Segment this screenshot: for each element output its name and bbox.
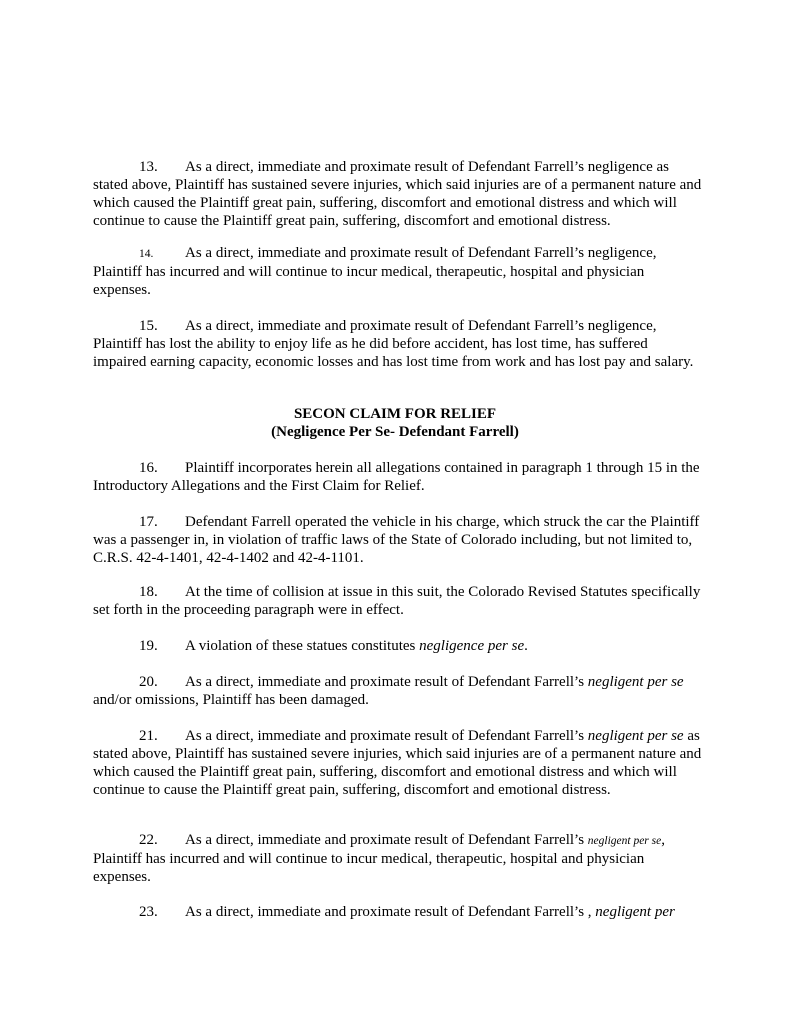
paragraph-italic: negligent per se bbox=[587, 728, 684, 744]
paragraph-number: 20. bbox=[139, 674, 158, 690]
paragraph-number: 22. bbox=[139, 832, 158, 848]
paragraph-text: Plaintiff incorporates herein all allegations contained in paragraph 1 through 15 in the Introductory Allegations and the First Claim for Relief. bbox=[93, 460, 700, 494]
paragraph-italic: negligent per se bbox=[587, 674, 684, 690]
paragraph-number: 19. bbox=[139, 638, 158, 654]
paragraph-20 bbox=[93, 673, 703, 709]
paragraph-18 bbox=[93, 583, 703, 619]
paragraph-23 bbox=[93, 903, 703, 921]
paragraph-italic: negligent per se bbox=[587, 835, 662, 847]
paragraph-text: As a direct, immediate and proximate result of Defendant Farrell’s , bbox=[185, 904, 596, 920]
section-subtitle: (Negligence Per Se- Defendant Farrell) bbox=[271, 424, 519, 440]
paragraph-text-end: , Plaintiff has incurred and will continue to incur medical, therapeutic, hospital and physician expenses. bbox=[93, 832, 665, 885]
paragraph-italic: negligent per bbox=[595, 904, 675, 920]
paragraph-17 bbox=[93, 513, 703, 567]
paragraph-number: 14. bbox=[139, 248, 154, 260]
paragraph-22 bbox=[93, 831, 703, 886]
paragraph-number: 16. bbox=[139, 460, 158, 476]
paragraph-text: At the time of collision at issue in this suit, the Colorado Revised Statutes specifically set forth in the proceeding paragraph were in effect. bbox=[93, 584, 701, 618]
paragraph-16 bbox=[93, 459, 703, 495]
paragraph-21 bbox=[93, 727, 703, 799]
paragraph-text: As a direct, immediate and proximate result of Defendant Farrell’s bbox=[185, 832, 588, 848]
paragraph-text: As a direct, immediate and proximate result of Defendant Farrell’s bbox=[185, 674, 588, 690]
paragraph-text: A violation of these statues constitutes bbox=[185, 638, 420, 654]
paragraph-number: 21. bbox=[139, 728, 158, 744]
paragraph-number: 18. bbox=[139, 584, 158, 600]
paragraph-19 bbox=[93, 637, 703, 655]
paragraph-text-end: as stated above, Plaintiff has sustained severe injuries, which said injuries are of a permanent nature and which caused the Plaintiff great pain, suffering, discomfort and emotional distress and which will continue to cause the Plaintiff great pain, suffering, discomfort and emotional distress. bbox=[93, 728, 702, 798]
paragraph-text: As a direct, immediate and proximate result of Defendant Farrell’s bbox=[185, 728, 588, 744]
paragraph-text-end: . bbox=[524, 638, 528, 654]
paragraph-text: As a direct, immediate and proximate result of Defendant Farrell’s negligence, Plaintiff has incurred and will continue to incur medical, therapeutic, hospital and physician expenses. bbox=[93, 245, 657, 298]
paragraph-13 bbox=[93, 158, 703, 230]
paragraph-text: As a direct, immediate and proximate result of Defendant Farrell’s negligence, Plaintiff has lost the ability to enjoy life as he did before accident, has lost time, has suffered impaired earning capacity, economic losses and has lost time from work and has lost pay and salary. bbox=[93, 318, 694, 370]
paragraph-15 bbox=[93, 317, 703, 371]
paragraph-text-end: and/or omissions, Plaintiff has been damaged. bbox=[93, 692, 369, 708]
paragraph-number: 23. bbox=[139, 904, 158, 920]
paragraph-number: 13. bbox=[139, 159, 158, 175]
section-title: SECON CLAIM FOR RELIEF bbox=[293, 406, 497, 422]
paragraph-italic: negligence per se bbox=[419, 638, 525, 654]
paragraph-number: 15. bbox=[139, 318, 158, 334]
paragraph-number: 17. bbox=[139, 514, 158, 530]
paragraph-14 bbox=[93, 244, 703, 299]
paragraph-text: As a direct, immediate and proximate result of Defendant Farrell’s negligence as stated above, Plaintiff has sustained severe injuries, which said injuries are of a permanent nature and which caused the Plaintiff great pain, suffering, discomfort and emotional distress and which will continue to cause the Plaintiff great pain, suffering, discomfort and emotional distress. bbox=[93, 159, 702, 229]
paragraph-text: Defendant Farrell operated the vehicle in his charge, which struck the car the Plaintiff was a passenger in, in violation of traffic laws of the State of Colorado including, but not limited to, C.R.S. 42-4-1401, 42-4-1402 and 42-4-1101. bbox=[93, 514, 700, 566]
